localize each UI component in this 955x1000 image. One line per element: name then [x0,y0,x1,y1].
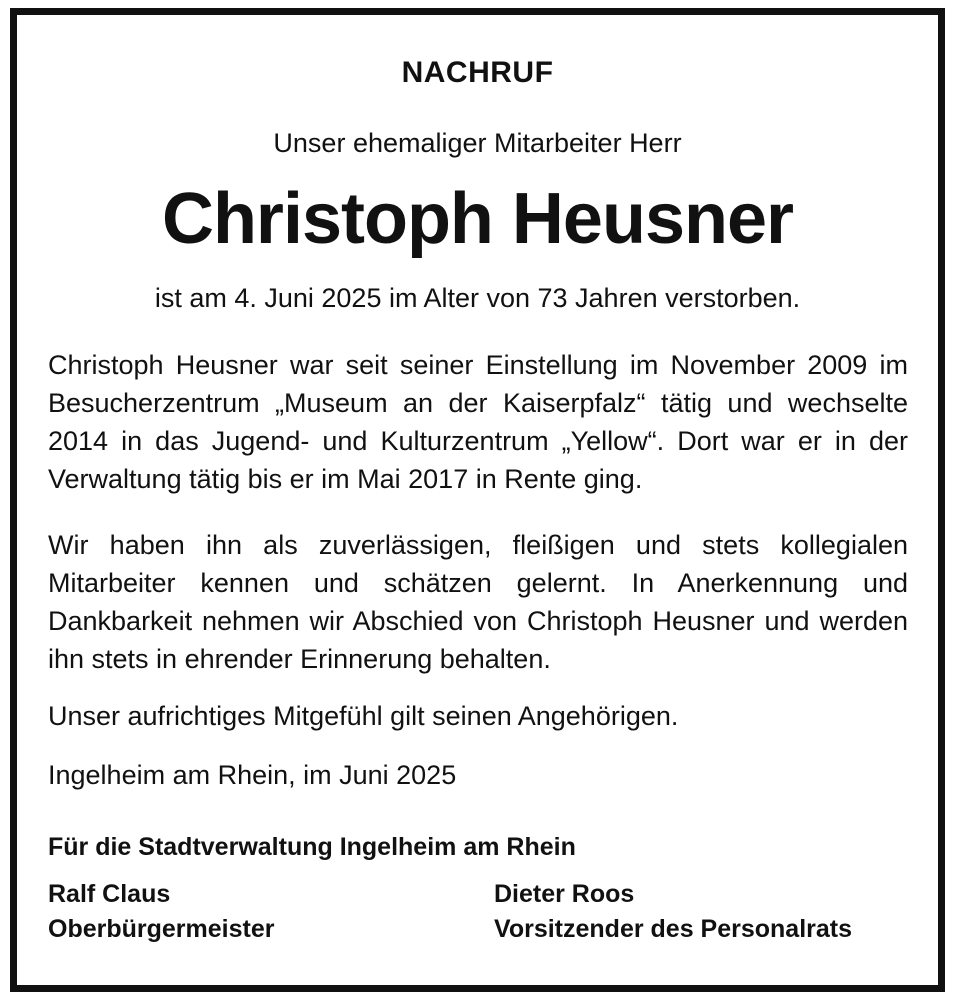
obituary-label: NACHRUF [401,56,554,89]
signer-staff-council [494,877,852,947]
deceased-name: Christoph Heusner [161,179,794,259]
obituary-intro: Unser ehemaliger Mitarbeiter Herr [273,128,682,158]
career-paragraph: Christoph Heusner war seit seiner Einstellung im November 2009 im Besucherzentrum „Museum an der Kaiserpfalz“ tätig und wechselte 2014 in das Jugend- und Kulturzentrum „Yellow“. Dort war er in der Verwaltung tätig bis er im Mai 2017 in Rente ging. [48,350,908,494]
tribute-paragraph: Wir haben ihn als zuverlässigen, fleißigen und stets kollegialen Mitarbeiter kennen und schätzen gelernt. In Anerkennung und Dankbarkeit nehmen wir Abschied von Christoph Heusner und werden ihn stets in ehrender Erinnerung behalten. [48,530,908,674]
signer-title: Oberbürgermeister [48,915,275,943]
signer-name: Ralf Claus [48,880,171,908]
signer-title: Vorsitzender des Personalrats [494,915,853,943]
condolence-paragraph: Unser aufrichtiges Mitgefühl gilt seinen Angehörigen. [48,701,679,731]
signer-name: Dieter Roos [494,880,635,908]
death-notice: ist am 4. Juni 2025 im Alter von 73 Jahren verstorben. [154,283,801,313]
place-date: Ingelheim am Rhein, im Juni 2025 [48,760,457,790]
signer-mayor [48,877,274,947]
signing-organization: Für die Stadtverwaltung Ingelheim am Rhein [48,833,576,861]
